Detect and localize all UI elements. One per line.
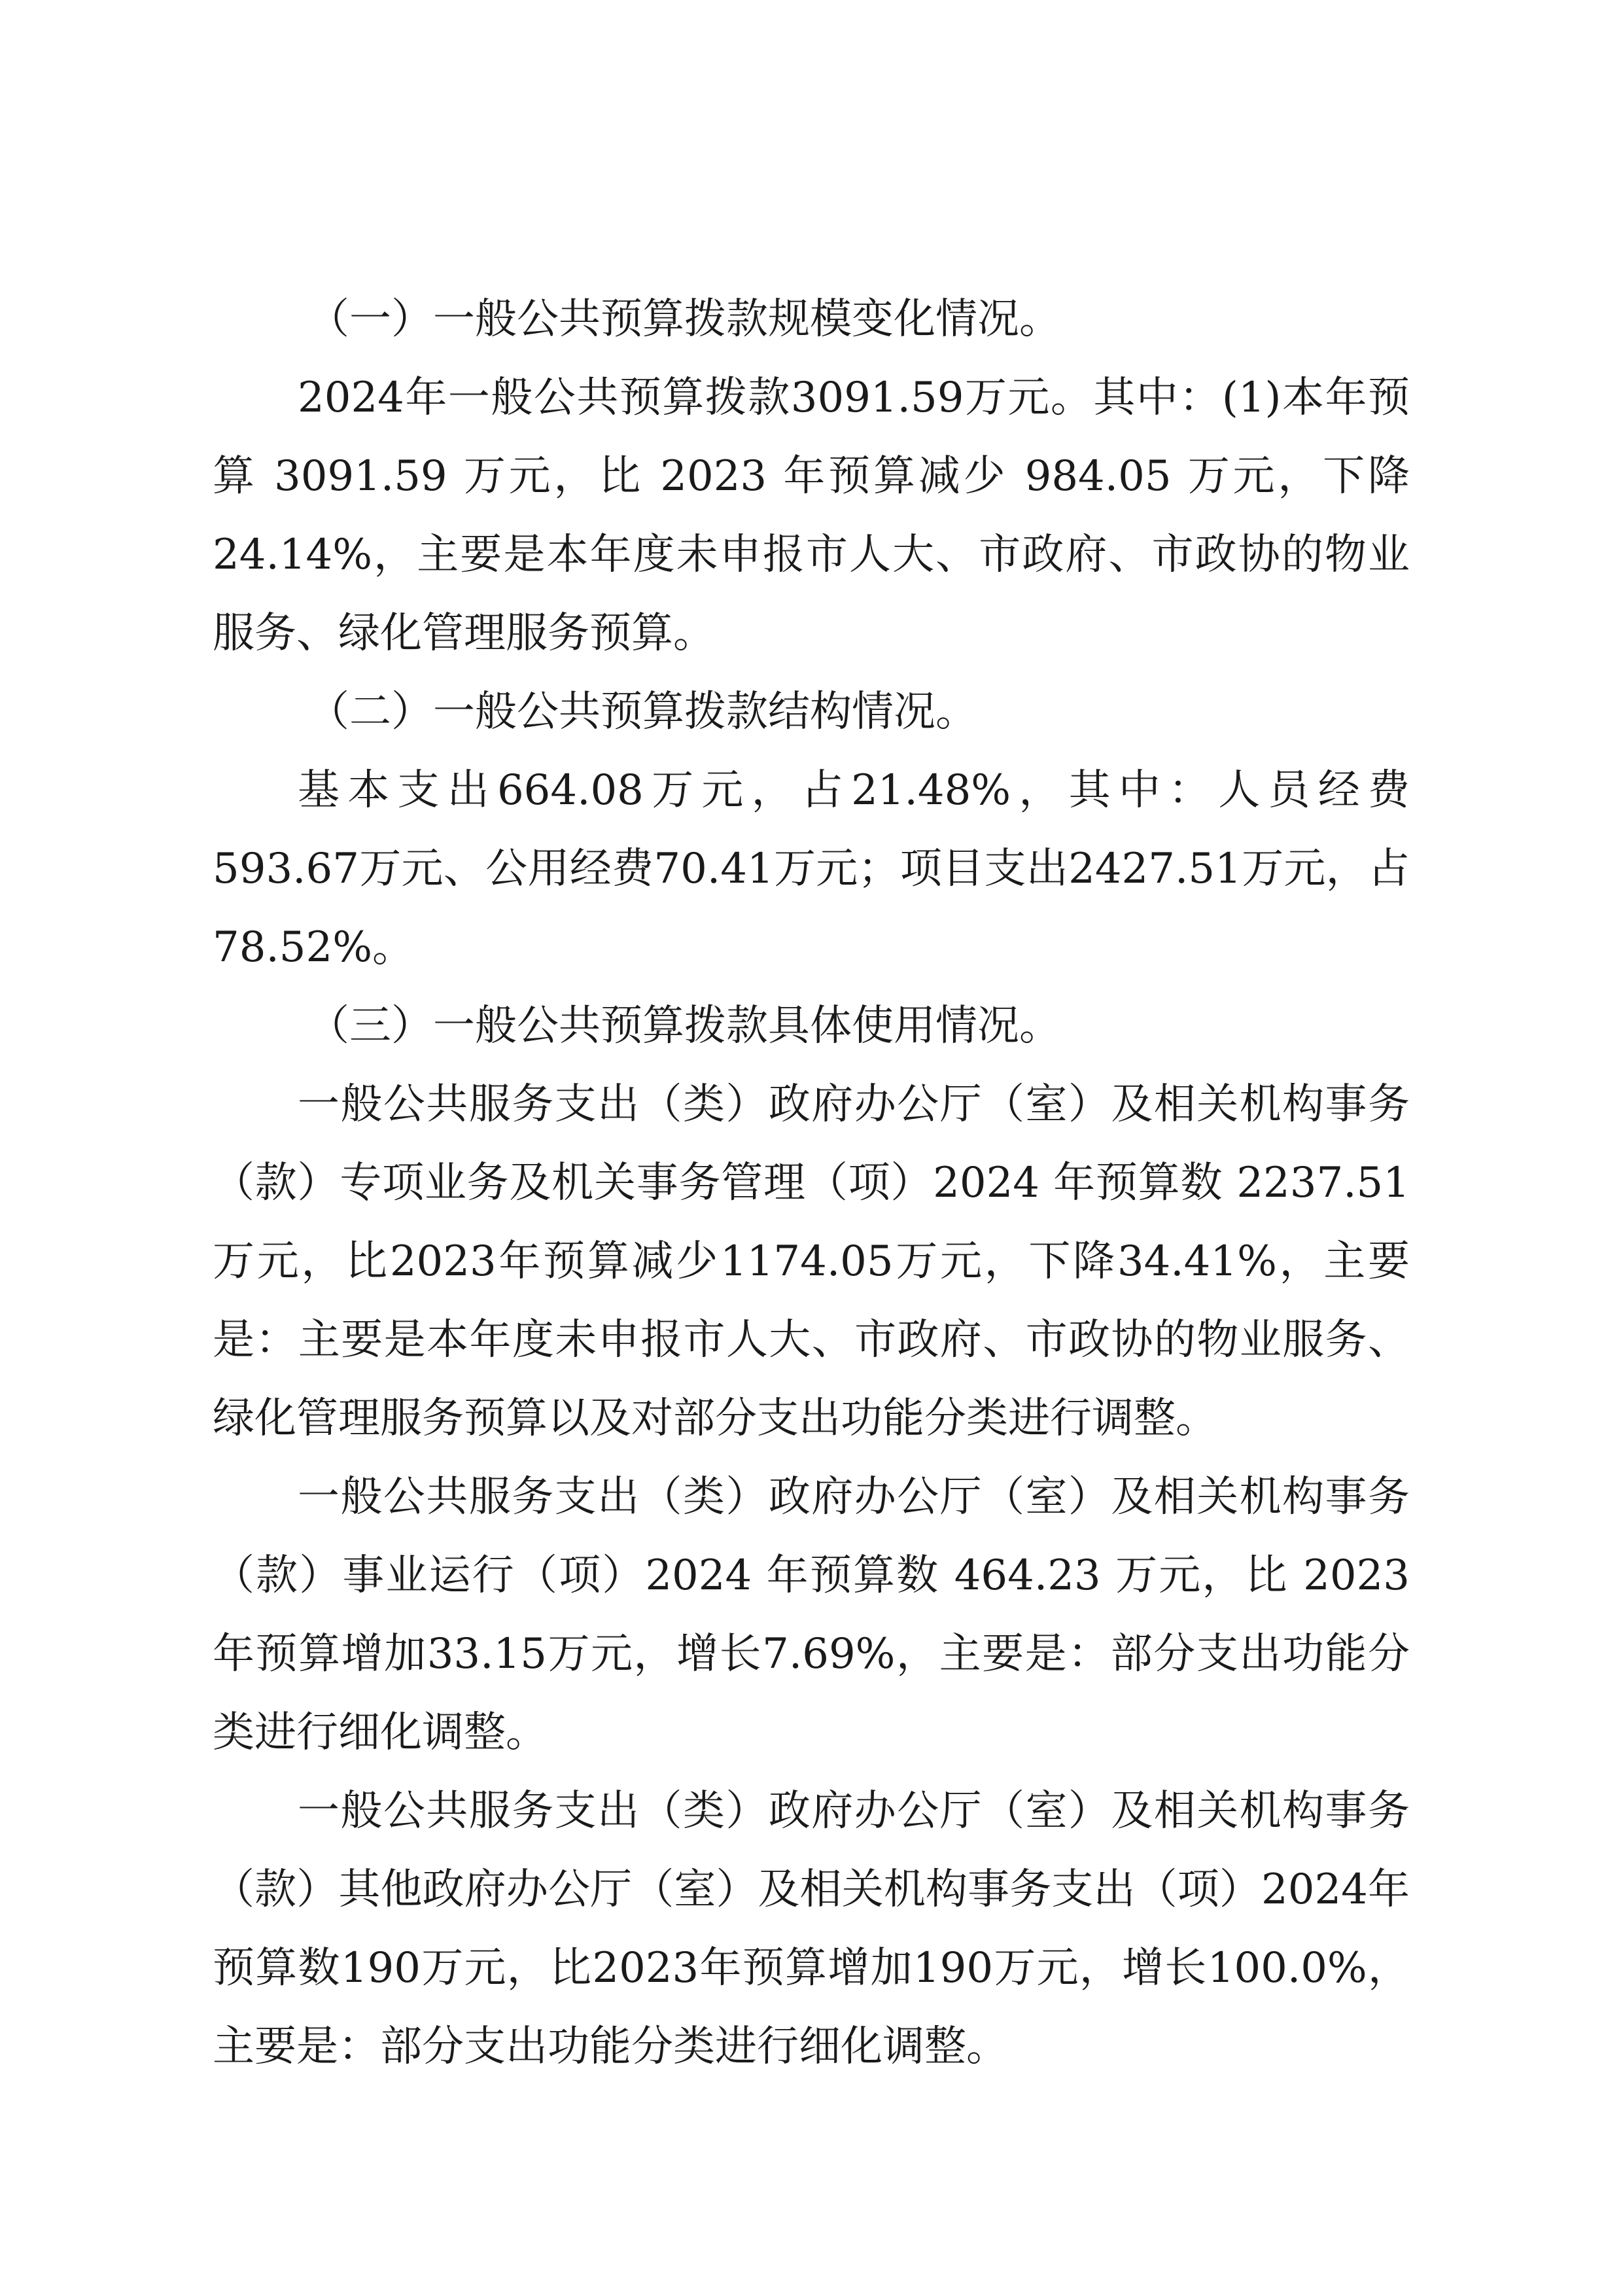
paragraph-scale-detail: 2024年一般公共预算拨款3091.59万元。其中：(1)本年预算 3091.59 万元，比 2023 年预算减少 984.05 万元，下降24.14%，主要是本年度未申报市人大、市政府、市政协的物业服务、绿化管理服务预算。: [213, 374, 1410, 658]
paragraph-usage-operations: 一般公共服务支出（类）政府办公厅（室）及相关机构事务（款）事业运行（项）2024 年预算数 464.23 万元，比 2023 年预算增加33.15万元，增长7.69%，主要是：部分支出功能分类进行细化调整。: [213, 1473, 1410, 1757]
paragraph-usage-other: 一般公共服务支出（类）政府办公厅（室）及相关机构事务（款）其他政府办公厅（室）及相关机构事务支出（项）2024年预算数190万元，比2023年预算增加190万元，增长100.0%，主要是：部分支出功能分类进行细化调整。: [213, 1787, 1410, 2071]
document-body: [213, 280, 1410, 2086]
section-heading-scale-change: （一）一般公共预算拨款规模变化情况。: [307, 295, 1061, 344]
paragraph-usage-special-business: 一般公共服务支出（类）政府办公厅（室）及相关机构事务（款）专项业务及机关事务管理（项）2024 年预算数 2237.51万元，比2023年预算减少1174.05万元，下降34.41%，主要是：主要是本年度未申报市人大、市政府、市政协的物业服务、绿化管理服务预算以及对部分支出功能分类进行调整。: [213, 1080, 1410, 1443]
section-heading-structure: （二）一般公共预算拨款结构情况。: [307, 688, 977, 736]
paragraph-structure-detail: 基本支出664.08万元，占21.48%，其中：人员经费593.67万元、公用经费70.41万元；项目支出2427.51万元，占78.52%。: [213, 766, 1410, 972]
section-heading-usage: （三）一般公共预算拨款具体使用情况。: [307, 1002, 1061, 1050]
